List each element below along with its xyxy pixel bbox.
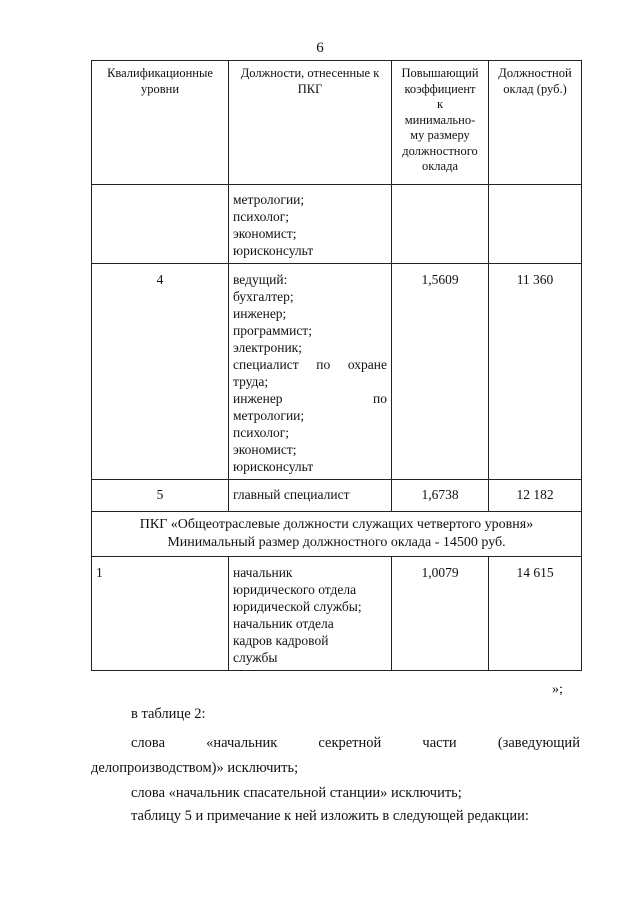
position-item: ведущий: [233,272,288,287]
position-item: экономист; [233,442,297,457]
header-positions: Должности, отнесенные к ПКГ [229,61,392,185]
level-cell: 1 [92,557,229,671]
word: слова [131,735,166,751]
position-item: электроник; [233,340,302,355]
position-item: юридической службы; [233,599,362,614]
paragraph-table2: в таблице 2: [131,706,206,722]
group-min-salary: Минимальный размер должностного оклада - 14500 руб. [167,535,506,550]
coefficient-cell: 1,5609 [392,264,489,480]
paragraph-words-line [131,733,580,753]
word: по [373,391,387,406]
header-coefficient-line: му размеру [410,128,470,142]
page-number: 6 [316,40,324,56]
position-item-justified [233,356,387,373]
word: части [422,735,457,751]
position-item: юридического отдела [233,582,357,597]
header-coefficient-line: должностного [402,143,478,158]
position-item: психолог; [233,425,290,440]
table-row [92,557,582,671]
position-item: юрисконсульт [233,243,314,258]
salary-cell-empty [489,185,582,264]
paragraph-continuation: делопроизводством)» исключить; [91,760,299,776]
header-salary: Должностной оклад (руб.) [489,61,582,185]
salary-cell: 11 360 [489,264,582,480]
group-header-row [92,512,582,557]
positions-cell [229,264,392,480]
word: специалист [233,357,299,372]
position-item: труда; [233,374,269,389]
level-cell-empty [92,185,229,264]
word: инженер [233,391,283,406]
header-coefficient-line: оклада [421,159,459,173]
position-item: бухгалтер; [233,289,294,304]
position-item: программист; [233,323,312,338]
header-coefficient-line: к [436,97,444,111]
position-item: службы [233,650,278,665]
coefficient-cell-empty [392,185,489,264]
table-header-row [92,61,582,185]
position-item: метрологии; [233,192,305,207]
position-item-justified [233,390,387,407]
positions-cell [229,185,392,264]
header-coefficient-line: коэффициент [404,81,476,96]
word: «начальник [206,735,278,751]
position-item: начальник [233,565,293,580]
group-header [92,512,582,557]
paragraph-table5: таблицу 5 и примечание к ней изложить в следующей редакции: [131,808,529,824]
level-cell: 4 [92,264,229,480]
header-coefficient-line: Повышающий [401,66,479,80]
position-item: начальник отдела [233,616,334,631]
positions-cell: главный специалист [229,480,392,512]
coefficient-cell: 1,0079 [392,557,489,671]
word: секретной [318,735,382,751]
header-qualification-levels: Квалификационные уровни [92,61,229,185]
position-item: кадров кадровой [233,633,329,648]
position-item: юрисконсульт [233,459,314,474]
word: по [316,357,331,372]
closing-quote: »; [552,682,563,697]
group-title: ПКГ «Общеотраслевые должности служащих четвертого уровня» [139,517,534,532]
word: охране [347,357,387,372]
header-coefficient-line: минимально- [404,112,476,127]
table-row [92,185,582,264]
header-coefficient [392,61,489,185]
table-row [92,264,582,480]
coefficient-cell: 1,6738 [392,480,489,512]
paragraph-rescue-station: слова «начальник спасательной станции» исключить; [131,785,462,801]
position-item: психолог; [233,209,290,224]
salary-table [91,60,582,671]
word: (заведующий [497,735,580,751]
position-item: метрологии; [233,408,305,423]
salary-cell: 12 182 [489,480,582,512]
position-item: экономист; [233,226,297,241]
table-row [92,480,582,512]
level-cell: 5 [92,480,229,512]
positions-cell [229,557,392,671]
salary-cell: 14 615 [489,557,582,671]
position-item: инженер; [233,306,287,321]
